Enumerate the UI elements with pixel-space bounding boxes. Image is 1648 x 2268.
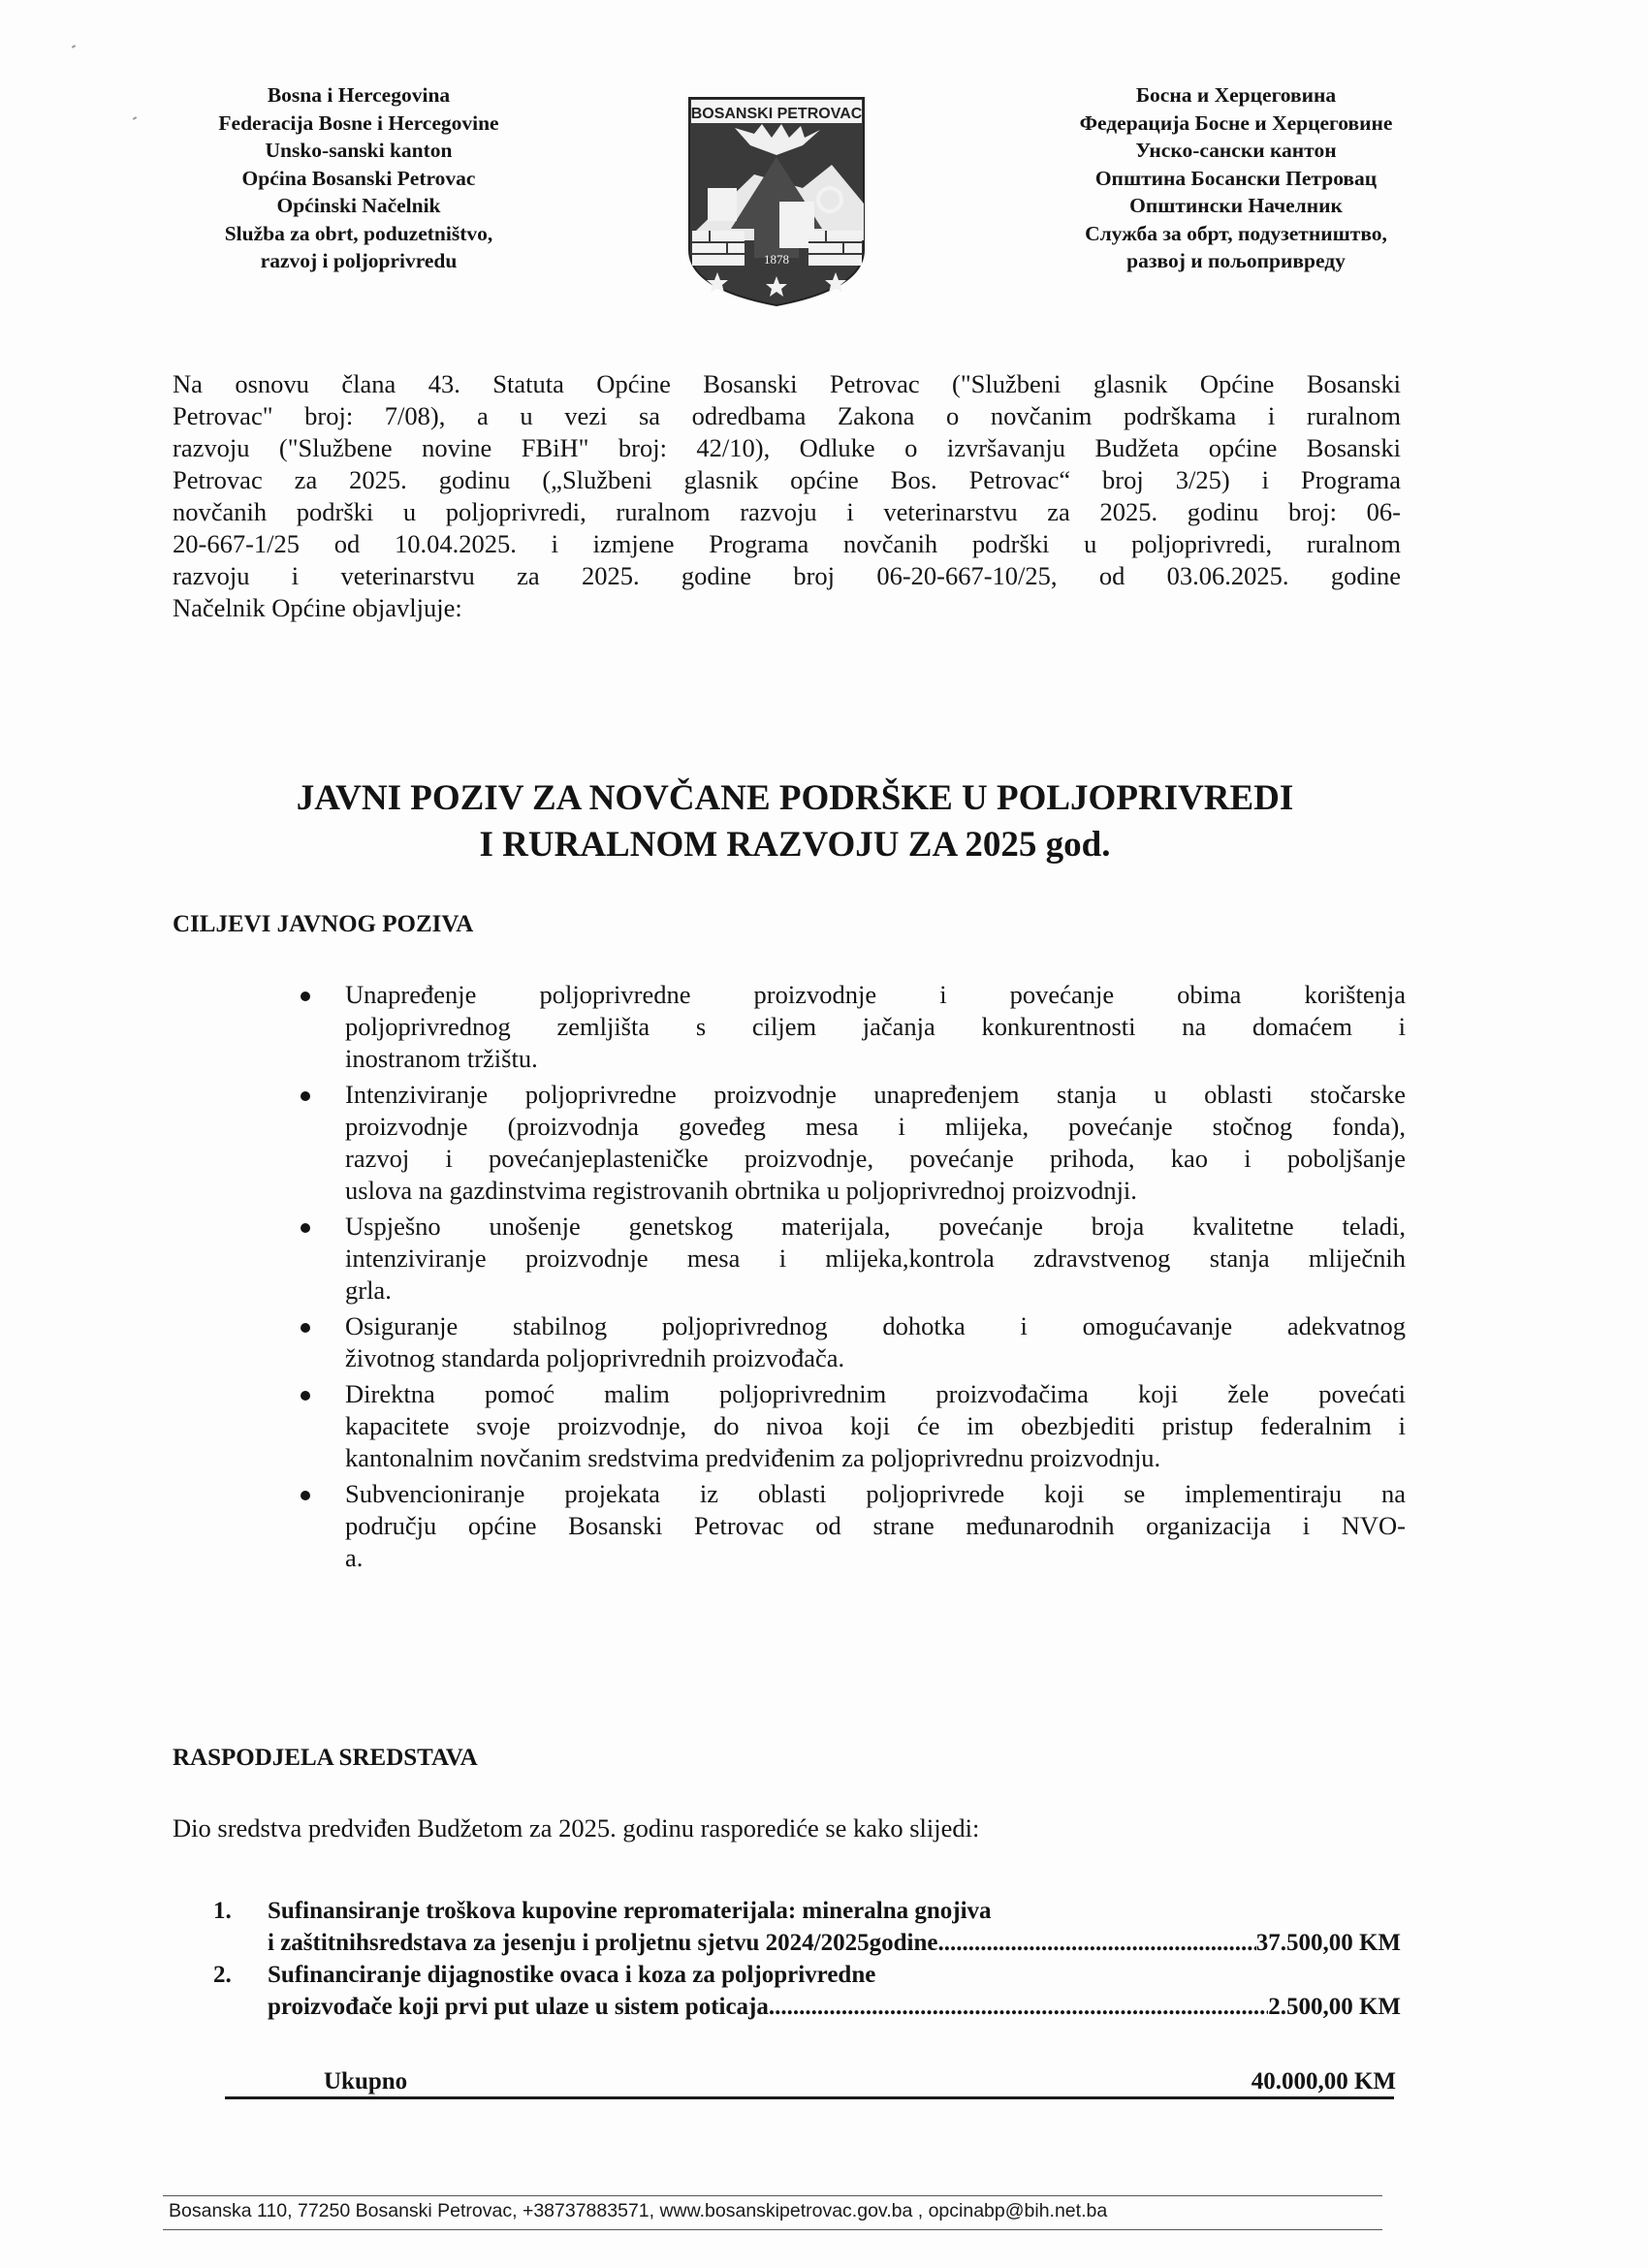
total-row — [223, 2068, 1396, 2095]
header-latin-block — [145, 81, 572, 275]
item-line: inostranom tržištu. — [345, 1044, 538, 1073]
dot-leader — [937, 1927, 1255, 1959]
list-item — [291, 979, 1406, 1075]
item-line: poljoprivrednog zemljišta s ciljem jačanja konkurentnosti na domaćem i — [345, 1012, 1406, 1041]
header-line: Općinski Načelnik — [276, 194, 441, 217]
item-number: 2. — [213, 1962, 232, 1988]
item-line-1: Sufinanciranje dijagnostike ovaca i koza za poljoprivredne — [268, 1962, 876, 1988]
header-line: Служба за обрт, подузетништво, — [1085, 221, 1387, 245]
list-item — [291, 1310, 1406, 1374]
header-line: razvoj i poljoprivredu — [260, 249, 458, 272]
item-line: Unapređenje poljoprivredne proizvodnje i povećanje obima korištenja — [345, 980, 1406, 1009]
item-line: kapacitete svoje proizvodnje, do nivoa koji će im obezbjediti pristup federalnim i — [345, 1411, 1406, 1440]
dot-leader — [769, 1991, 1268, 2023]
list-item — [291, 1079, 1406, 1207]
header-cyrillic-block — [1008, 81, 1464, 275]
footer-bottom-rule — [163, 2229, 1382, 2230]
header-line: Bosna i Hercegovina — [267, 83, 451, 107]
intro-paragraph — [173, 368, 1401, 624]
item-line: području općine Bosanski Petrovac od strane međunarodnih organizacija i NVO- — [345, 1511, 1406, 1540]
item-amount: 2.500,00 KM — [1268, 1994, 1401, 2020]
municipal-coat-of-arms-icon — [686, 95, 867, 308]
item-line: a. — [345, 1543, 364, 1572]
header-line: Federacija Bosne i Hercegovine — [218, 110, 499, 135]
title-line-2: I RURALNOM RAZVOJU ZA 2025 god. — [479, 825, 1111, 865]
item-line: Direktna pomoć malim poljoprivrednim proizvođačima koji žele povećati — [345, 1379, 1406, 1408]
paragraph-line: novčanih podrški u poljoprivredi, ruralnom razvoju i veterinarstvu za 2025. godinu broj: 06- — [173, 497, 1401, 526]
allocation-intro: Dio sredstva predviđen Budžetom za 2025. godinu rasporediće se kako slijedi: — [173, 1813, 980, 1843]
header-line: Општина Босански Петровац — [1094, 166, 1378, 190]
header-line: Унско-сански кантон — [1135, 139, 1337, 162]
item-line: proizvodnje (proizvodnja goveđeg mesa i mlijeka, povećanje stočnog fonda), — [345, 1112, 1406, 1141]
total-label: Ukupno — [324, 2068, 408, 2095]
header-line: Služba za obrt, poduzetništvo, — [224, 221, 493, 245]
allocation-list — [213, 1895, 1401, 2023]
document-title — [165, 775, 1425, 868]
item-line-2: i zaštitnihsredstava za jesenju i proljetnu sjetvu 2024/2025godine — [268, 1930, 938, 1956]
item-number: 1. — [213, 1898, 232, 1924]
item-line: razvoj i povećanjeplasteničke proizvodnje, povećanje prihoda, kao i poboljšanje — [345, 1144, 1406, 1173]
footer-top-rule — [163, 2195, 1382, 2196]
header-line: Unsko-sanski kanton — [265, 139, 453, 162]
paragraph-line: 20-667-1/25 od 10.04.2025. i izmjene Programa novčanih podrški u poljoprivredi, ruralnom — [173, 529, 1401, 558]
allocation-heading: RASPODJELA SREDSTAVA — [173, 1745, 478, 1771]
header-line: Босна и Херцеговина — [1135, 83, 1337, 107]
footer-contact: Bosanska 110, 77250 Bosanski Petrovac, +38737883571, www.bosanskipetrovac.gov.ba , opcinabp@bih.net.ba — [169, 2200, 1108, 2221]
bullet-icon — [301, 1391, 310, 1401]
item-line: Uspješno unošenje genetskog materijala, povećanje broja kvalitetne teladi, — [345, 1212, 1406, 1241]
total-amount: 40.000,00 KM — [1251, 2068, 1396, 2095]
paragraph-line: Na osnovu člana 43. Statuta Općine Bosanski Petrovac ("Službeni glasnik Općine Bosanski — [173, 369, 1401, 398]
paragraph-line: razvoju i veterinarstvu za 2025. godine broj 06-20-667-10/25, od 03.06.2025. godine — [173, 561, 1401, 590]
item-amount: 37.500,00 KM — [1255, 1930, 1401, 1956]
paragraph-line: Petrovac za 2025. godinu („Službeni glasnik općine Bos. Petrovac“ broj 3/25) i Programa — [173, 465, 1401, 494]
item-line-2: proizvođače koji prvi put ulaze u sistem poticaja — [268, 1994, 769, 2020]
item-line: kantonalnim novčanim sredstvima predviđenim za poljoprivrednu proizvodnju. — [345, 1443, 1161, 1472]
item-line: grla. — [345, 1276, 392, 1305]
paragraph-line: razvoju ("Službene novine FBiH" broj: 42/10), Odluke o izvršavanju Budžeta općine Bosanski — [173, 433, 1401, 462]
list-item — [291, 1378, 1406, 1474]
item-line: životnog standarda poljoprivrednih proizvođača. — [345, 1343, 845, 1372]
header-line: Općina Bosanski Petrovac — [241, 166, 476, 190]
bullet-icon — [301, 1323, 310, 1333]
scan-speck — [133, 116, 137, 120]
item-line: intenziviranje proizvodnje mesa i mlijeka,kontrola zdravstvenog stanja mliječnih — [345, 1244, 1406, 1273]
bullet-icon — [301, 992, 310, 1001]
item-line: uslova na gazdinstvima registrovanih obrtnika u poljoprivrednoj proizvodnji. — [345, 1176, 1137, 1205]
list-item — [291, 1211, 1406, 1307]
title-line-1: JAVNI POZIV ZA NOVČANE PODRŠKE U POLJOPRIVREDI — [296, 778, 1294, 818]
bullet-icon — [301, 1091, 310, 1101]
paragraph-line: Načelnik Općine objavljuje: — [173, 593, 462, 622]
item-line-1: Sufinansiranje troškova kupovine repromaterijala: mineralna gnojiva — [268, 1898, 992, 1924]
total-underline — [225, 2096, 1394, 2099]
bullet-icon — [301, 1223, 310, 1233]
allocation-item — [213, 1959, 1401, 2023]
header-line: Општински Начелник — [1129, 194, 1343, 217]
item-line: Intenziviranje poljoprivredne proizvodnje unapređenjem stanja u oblasti stočarske — [345, 1080, 1406, 1109]
scan-speck — [72, 45, 76, 48]
header-line: развој и пољопривреду — [1126, 249, 1346, 272]
item-line: Osiguranje stabilnog poljoprivrednog dohotka i omogućavanje adekvatnog — [345, 1311, 1406, 1340]
header-line: Федерација Босне и Херцеговине — [1079, 110, 1393, 135]
crest-year: 1878 — [764, 252, 789, 267]
goals-heading: CILJEVI JAVNOG POZIVA — [173, 911, 474, 937]
item-line: Subvencioniranje projekata iz oblasti poljoprivrede koji se implementiraju na — [345, 1479, 1406, 1508]
list-item — [291, 1478, 1406, 1574]
paragraph-line: Petrovac" broj: 7/08), a u vezi sa odredbama Zakona o novčanim podrškama i ruralnom — [173, 401, 1401, 430]
allocation-item — [213, 1895, 1401, 1959]
bullet-icon — [301, 1491, 310, 1500]
crest-banner-text: BOSANSKI PETROVAC — [690, 106, 863, 122]
goals-list — [291, 979, 1406, 1578]
